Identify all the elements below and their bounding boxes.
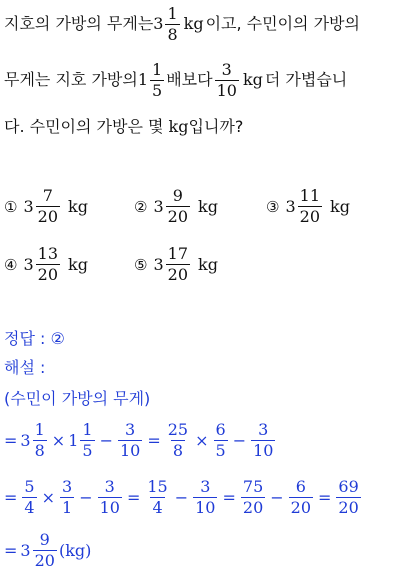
question-text: 지호의 가방의 무게는 [4, 14, 154, 33]
unit-kg: (kg) [58, 540, 92, 560]
explanation-step-3: = 3 $\frac{9}{20}$ (kg) [4, 529, 92, 570]
question-line-2 [4, 58, 347, 102]
unit-kg: kg [168, 117, 189, 136]
explanation-step-1: = 3 $\frac{1}{8}$ × 1 $\frac{1}{5}$ − $\frac{3}{10}$ = $\frac{25}{8}$ × $\frac{6}{5}$ − $\frac{3}{10}$ [4, 419, 274, 460]
mixed-number: 1 $\frac{1}{5}$ [137, 59, 163, 100]
unit-kg: kg [242, 70, 263, 89]
question-text: 배보다 [166, 70, 213, 89]
option-1[interactable]: ① 3 $\frac{7}{20}$ kg [4, 186, 88, 226]
answer-value: ② [50, 329, 65, 348]
explanation-heading: (수민이 가방의 무게) [4, 389, 151, 408]
fraction: $\frac{3}{10}$ [216, 59, 237, 100]
question-text: 더 가볍습니 [264, 70, 348, 89]
question-text: 이고, 수민이의 가방의 [205, 14, 360, 33]
option-4[interactable]: ④ 3 $\frac{13}{20}$ kg [4, 244, 88, 284]
fraction: $\frac{1}{8}$ [167, 3, 178, 44]
explanation-label: 해설 : [4, 358, 46, 377]
option-3[interactable]: ③ 3 $\frac{11}{20}$ kg [266, 186, 350, 226]
answer-line [4, 329, 65, 349]
explanation-step-2: = $\frac{5}{4}$ × $\frac{3}{1}$ − $\frac{3}{10}$ = $\frac{15}{4}$ − $\frac{3}{10}$ = $\frac{75}{20}$ − $\frac{6}{20}$ = $\frac{69}{20}$ [4, 476, 359, 517]
option-5[interactable]: ⑤ 3 $\frac{17}{20}$ kg [134, 244, 218, 284]
question-text: 입니까? [188, 117, 244, 136]
question-text: 다. 수민이의 가방은 몇 [4, 117, 169, 136]
mixed-number: 3 $\frac{1}{8}$ [153, 3, 178, 44]
question-text: 무게는 지호 가방의 [4, 70, 138, 89]
fraction: $\frac{1}{5}$ [152, 59, 163, 100]
question-line-1 [4, 2, 360, 46]
option-2[interactable]: ② 3 $\frac{9}{20}$ kg [134, 186, 218, 226]
answer-label: 정답 : [4, 329, 51, 348]
question-line-3 [4, 117, 243, 137]
unit-kg: kg [183, 14, 204, 33]
